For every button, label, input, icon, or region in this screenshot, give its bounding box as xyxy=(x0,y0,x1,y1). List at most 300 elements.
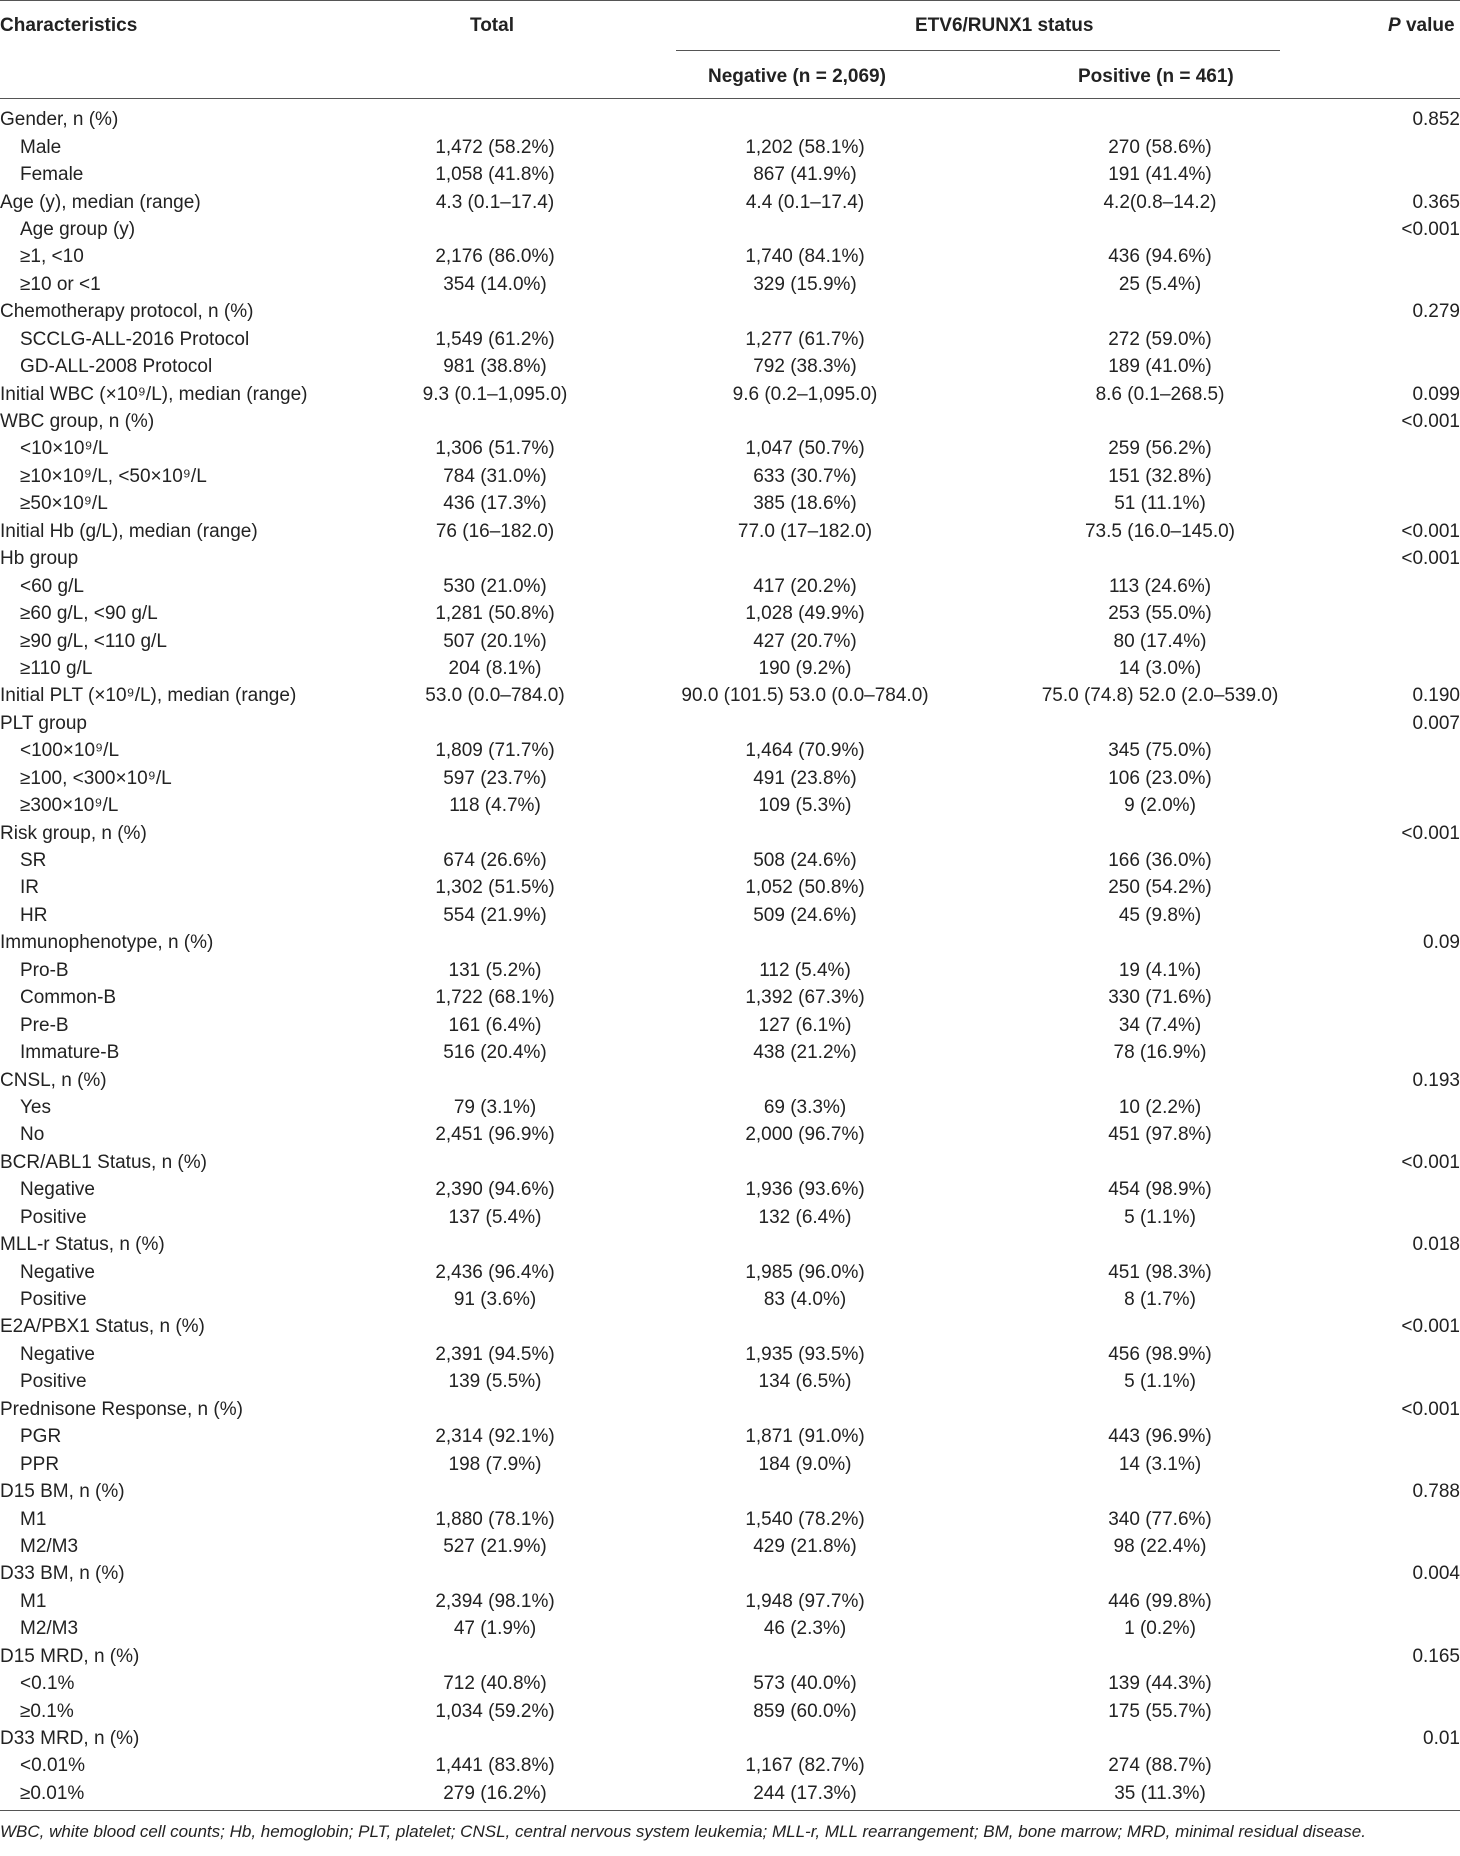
table-row xyxy=(0,1258,1460,1285)
row-label: No xyxy=(20,1124,45,1146)
cell-total: 597 (23.7%) xyxy=(443,767,547,789)
row-label: ≥50×10⁹/L xyxy=(20,493,108,515)
table-row xyxy=(0,737,1460,764)
table-row xyxy=(0,792,1460,819)
cell-p-value xyxy=(1340,1204,1460,1231)
table-row xyxy=(0,1423,1460,1450)
cell-p-value xyxy=(1340,463,1460,490)
row-label: SCCLG-ALL-2016 Protocol xyxy=(20,328,250,350)
cell-total xyxy=(360,298,630,325)
cell-positive: 80 (17.4%) xyxy=(1113,630,1207,652)
cell-positive: 35 (11.3%) xyxy=(1114,1782,1206,1804)
table-row xyxy=(0,188,1460,215)
header-positive: Positive (n = 461) xyxy=(1078,66,1234,87)
row-label: Immature-B xyxy=(20,1042,120,1064)
table-row xyxy=(0,1643,1460,1670)
cell-negative xyxy=(630,408,980,435)
cell-total: 161 (6.4%) xyxy=(448,1014,542,1036)
header-characteristics: Characteristics xyxy=(0,15,138,36)
row-label: <10×10⁹/L xyxy=(20,438,109,460)
table-row xyxy=(0,243,1460,270)
cell-total xyxy=(360,1725,630,1752)
cell-positive xyxy=(980,819,1340,846)
cell-p-value xyxy=(1340,1286,1460,1313)
cell-p-value xyxy=(1340,1121,1460,1148)
row-label: M1 xyxy=(20,1590,47,1612)
cell-positive: 25 (5.4%) xyxy=(1118,273,1202,295)
row-label: MLL-r Status, n (%) xyxy=(0,1234,165,1256)
cell-positive: 139 (44.3%) xyxy=(1108,1673,1212,1695)
cell-negative xyxy=(630,1396,980,1423)
cell-p-value xyxy=(1340,902,1460,929)
row-label: <60 g/L xyxy=(20,575,84,597)
row-label: ≥100, <300×10⁹/L xyxy=(20,767,172,789)
table-row xyxy=(0,1313,1460,1340)
cell-total xyxy=(360,1231,630,1258)
cell-total: 1,549 (61.2%) xyxy=(435,328,555,350)
row-label: D33 MRD, n (%) xyxy=(0,1728,140,1750)
row-label: M1 xyxy=(20,1508,47,1530)
row-label: HR xyxy=(20,904,48,926)
cell-p-value xyxy=(1340,600,1460,627)
row-label: <0.1% xyxy=(20,1673,75,1695)
row-label: Chemotherapy protocol, n (%) xyxy=(0,301,254,323)
row-label: Prednisone Response, n (%) xyxy=(0,1398,243,1420)
cell-negative: 427 (20.7%) xyxy=(753,630,857,652)
cell-total: 2,394 (98.1%) xyxy=(435,1590,555,1612)
cell-total: 527 (21.9%) xyxy=(443,1535,547,1557)
cell-negative: 867 (41.9%) xyxy=(753,164,857,186)
cell-negative xyxy=(630,1149,980,1176)
cell-p-value: 0.788 xyxy=(1412,1481,1460,1503)
table-row xyxy=(0,1780,1460,1807)
table-row xyxy=(0,819,1460,846)
cell-positive: 175 (55.7%) xyxy=(1108,1700,1212,1722)
cell-positive: 51 (11.1%) xyxy=(1114,493,1206,515)
row-label: Negative xyxy=(20,1179,95,1201)
cell-total: 1,472 (58.2%) xyxy=(435,136,555,158)
cell-total: 198 (7.9%) xyxy=(448,1453,542,1475)
cell-total: 354 (14.0%) xyxy=(443,273,547,295)
cell-positive: 5 (1.1%) xyxy=(1124,1206,1196,1228)
cell-total: 1,058 (41.8%) xyxy=(435,164,555,186)
cell-p-value: <0.001 xyxy=(1401,1398,1460,1420)
cell-positive xyxy=(980,1643,1340,1670)
row-label: ≥90 g/L, <110 g/L xyxy=(20,630,167,652)
cell-total: 1,302 (51.5%) xyxy=(435,877,555,899)
table-row xyxy=(0,600,1460,627)
row-label: <100×10⁹/L xyxy=(20,740,120,762)
table-row xyxy=(0,984,1460,1011)
table-row xyxy=(0,1039,1460,1066)
cell-positive: 270 (58.6%) xyxy=(1108,136,1212,158)
cell-p-value xyxy=(1340,1011,1460,1038)
cell-negative xyxy=(630,1725,980,1752)
cell-total: 1,306 (51.7%) xyxy=(435,438,555,460)
cell-total: 784 (31.0%) xyxy=(443,465,547,487)
cell-negative xyxy=(630,1066,980,1093)
cell-positive: 446 (99.8%) xyxy=(1108,1590,1212,1612)
cell-p-value: 0.099 xyxy=(1412,383,1460,405)
cell-total xyxy=(360,1396,630,1423)
cell-negative: 1,047 (50.7%) xyxy=(745,438,865,460)
cell-positive xyxy=(980,1231,1340,1258)
cell-positive: 340 (77.6%) xyxy=(1108,1508,1212,1530)
row-label: WBC group, n (%) xyxy=(0,411,155,433)
cell-p-value xyxy=(1340,1368,1460,1395)
cell-positive: 75.0 (74.8) 52.0 (2.0–539.0) xyxy=(1041,685,1279,707)
row-label: <0.01% xyxy=(20,1755,85,1777)
table-row xyxy=(0,380,1460,407)
cell-negative: 491 (23.8%) xyxy=(753,767,857,789)
table-row xyxy=(0,353,1460,380)
cell-p-value: 0.165 xyxy=(1412,1645,1460,1667)
row-label: E2A/PBX1 Status, n (%) xyxy=(0,1316,205,1338)
header-p-letter: P xyxy=(1388,15,1401,36)
table-row xyxy=(0,1615,1460,1642)
cell-p-value xyxy=(1340,1697,1460,1724)
cell-negative xyxy=(630,1560,980,1587)
cell-positive: 250 (54.2%) xyxy=(1108,877,1212,899)
cell-p-value xyxy=(1340,1780,1460,1807)
cell-p-value: <0.001 xyxy=(1401,822,1460,844)
cell-p-value xyxy=(1340,1176,1460,1203)
row-label: Positive xyxy=(20,1206,87,1228)
table-row xyxy=(0,1752,1460,1779)
cell-total: 2,451 (96.9%) xyxy=(435,1124,555,1146)
cell-p-value xyxy=(1340,243,1460,270)
cell-p-value xyxy=(1340,1094,1460,1121)
cell-p-value: 0.007 xyxy=(1412,712,1460,734)
cell-negative: 69 (3.3%) xyxy=(763,1096,847,1118)
cell-p-value xyxy=(1340,792,1460,819)
cell-negative: 633 (30.7%) xyxy=(753,465,857,487)
cell-positive: 451 (98.3%) xyxy=(1108,1261,1212,1283)
cell-total xyxy=(360,710,630,737)
cell-positive: 9 (2.0%) xyxy=(1124,795,1196,817)
cell-total xyxy=(360,408,630,435)
row-label: ≥110 g/L xyxy=(20,657,93,679)
cell-total: 2,391 (94.5%) xyxy=(435,1343,555,1365)
cell-p-value xyxy=(1340,435,1460,462)
cell-negative: 90.0 (101.5) 53.0 (0.0–784.0) xyxy=(681,685,929,707)
cell-p-value xyxy=(1340,1450,1460,1477)
cell-total xyxy=(360,819,630,846)
table-row xyxy=(0,463,1460,490)
cell-p-value: <0.001 xyxy=(1401,520,1460,542)
cell-total: 131 (5.2%) xyxy=(448,959,542,981)
cell-p-value: 0.279 xyxy=(1412,301,1460,323)
header-group: ETV6/RUNX1 status xyxy=(915,15,1094,36)
cell-negative: 1,540 (78.2%) xyxy=(745,1508,865,1530)
cell-negative: 1,277 (61.7%) xyxy=(745,328,865,350)
table-row xyxy=(0,655,1460,682)
table-row xyxy=(0,326,1460,353)
cell-p-value: <0.001 xyxy=(1401,411,1460,433)
cell-negative: 1,028 (49.9%) xyxy=(745,603,865,625)
cell-negative: 1,871 (91.0%) xyxy=(745,1426,865,1448)
row-label: BCR/ABL1 Status, n (%) xyxy=(0,1151,207,1173)
cell-total xyxy=(360,106,630,133)
cell-p-value xyxy=(1340,326,1460,353)
cell-total: 2,436 (96.4%) xyxy=(435,1261,555,1283)
row-label: Negative xyxy=(20,1343,95,1365)
cell-total: 4.3 (0.1–17.4) xyxy=(435,191,555,213)
cell-p-value xyxy=(1340,984,1460,1011)
table-row xyxy=(0,1368,1460,1395)
table-row xyxy=(0,1697,1460,1724)
cell-positive xyxy=(980,1560,1340,1587)
cell-total xyxy=(360,1643,630,1670)
row-label: Initial Hb (g/L), median (range) xyxy=(0,520,258,542)
cell-positive xyxy=(980,1149,1340,1176)
header-p-value: P value xyxy=(1388,15,1455,36)
cell-total xyxy=(360,1560,630,1587)
table-row xyxy=(0,1725,1460,1752)
cell-negative xyxy=(630,216,980,243)
cell-negative: 509 (24.6%) xyxy=(753,904,857,926)
cell-negative: 429 (21.8%) xyxy=(753,1535,857,1557)
cell-positive: 166 (36.0%) xyxy=(1108,850,1212,872)
row-label: D15 MRD, n (%) xyxy=(0,1645,140,1667)
cell-positive: 259 (56.2%) xyxy=(1108,438,1212,460)
cell-p-value xyxy=(1340,353,1460,380)
table-row xyxy=(0,902,1460,929)
cell-positive: 253 (55.0%) xyxy=(1108,603,1212,625)
cell-total: 436 (17.3%) xyxy=(443,493,547,515)
cell-positive: 5 (1.1%) xyxy=(1124,1371,1196,1393)
cell-p-value xyxy=(1340,572,1460,599)
table-row xyxy=(0,627,1460,654)
cell-p-value xyxy=(1340,1341,1460,1368)
cell-p-value xyxy=(1340,1533,1460,1560)
table-row xyxy=(0,1450,1460,1477)
table-row xyxy=(0,1588,1460,1615)
cell-negative: 2,000 (96.7%) xyxy=(745,1124,865,1146)
cell-positive: 8 (1.7%) xyxy=(1124,1289,1196,1311)
table-row xyxy=(0,1533,1460,1560)
table-row xyxy=(0,1341,1460,1368)
cell-negative: 1,935 (93.5%) xyxy=(745,1343,865,1365)
table-row xyxy=(0,1478,1460,1505)
cell-total: 9.3 (0.1–1,095.0) xyxy=(422,383,568,405)
cell-total: 554 (21.9%) xyxy=(443,904,547,926)
cell-p-value: <0.001 xyxy=(1401,548,1460,570)
table-row xyxy=(0,1505,1460,1532)
cell-negative: 1,985 (96.0%) xyxy=(745,1261,865,1283)
cell-negative: 1,740 (84.1%) xyxy=(745,246,865,268)
cell-total: 516 (20.4%) xyxy=(443,1042,547,1064)
cell-positive: 14 (3.0%) xyxy=(1118,657,1202,679)
cell-positive: 272 (59.0%) xyxy=(1108,328,1212,350)
cell-total: 47 (1.9%) xyxy=(453,1618,537,1640)
table-row xyxy=(0,1121,1460,1148)
cell-negative: 244 (17.3%) xyxy=(753,1782,857,1804)
row-label: Pre-B xyxy=(20,1014,69,1036)
row-label: Negative xyxy=(20,1261,95,1283)
cell-total: 507 (20.1%) xyxy=(443,630,547,652)
cell-total: 91 (3.6%) xyxy=(453,1289,537,1311)
cell-negative xyxy=(630,1231,980,1258)
cell-positive: 106 (23.0%) xyxy=(1108,767,1212,789)
table-row xyxy=(0,216,1460,243)
cell-total xyxy=(360,1478,630,1505)
table-row xyxy=(0,408,1460,435)
cell-positive: 330 (71.6%) xyxy=(1108,987,1212,1009)
table-row xyxy=(0,1066,1460,1093)
cell-total: 279 (16.2%) xyxy=(443,1782,547,1804)
cell-negative xyxy=(630,1643,980,1670)
cell-negative: 109 (5.3%) xyxy=(758,795,852,817)
cell-p-value: 0.365 xyxy=(1412,191,1460,213)
cell-p-value xyxy=(1340,627,1460,654)
header-total: Total xyxy=(470,15,514,36)
cell-negative xyxy=(630,1313,980,1340)
cell-total: 1,281 (50.8%) xyxy=(435,603,555,625)
cell-negative: 132 (6.4%) xyxy=(758,1206,852,1228)
cell-negative: 1,464 (70.9%) xyxy=(745,740,865,762)
cell-p-value xyxy=(1340,161,1460,188)
row-label: Gender, n (%) xyxy=(0,109,119,131)
cell-positive xyxy=(980,929,1340,956)
row-label: PGR xyxy=(20,1426,62,1448)
table-row xyxy=(0,1094,1460,1121)
row-label: Male xyxy=(20,136,62,158)
cell-p-value xyxy=(1340,655,1460,682)
cell-negative: 4.4 (0.1–17.4) xyxy=(745,191,865,213)
cell-negative xyxy=(630,106,980,133)
table-row xyxy=(0,1396,1460,1423)
row-label: PPR xyxy=(20,1453,60,1475)
cell-positive: 274 (88.7%) xyxy=(1108,1755,1212,1777)
cell-positive: 98 (22.4%) xyxy=(1113,1535,1207,1557)
cell-p-value: 0.193 xyxy=(1412,1069,1460,1091)
row-label: Initial PLT (×10⁹/L), median (range) xyxy=(0,685,297,707)
row-label: M2/M3 xyxy=(20,1618,79,1640)
row-label: D33 BM, n (%) xyxy=(0,1563,125,1585)
cell-negative xyxy=(630,1478,980,1505)
table-row xyxy=(0,929,1460,956)
cell-positive xyxy=(980,106,1340,133)
table-row xyxy=(0,1560,1460,1587)
cell-positive: 113 (24.6%) xyxy=(1108,575,1212,597)
cell-positive: 456 (98.9%) xyxy=(1108,1343,1212,1365)
table-footnote: WBC, white blood cell counts; Hb, hemoglobin; PLT, platelet; CNSL, central nervous system leukemia; MLL-r, MLL rearrangement; BM, bone marrow; MRD, minimal residual disease. xyxy=(0,1822,1366,1841)
cell-p-value xyxy=(1340,1039,1460,1066)
cell-negative: 1,392 (67.3%) xyxy=(745,987,865,1009)
row-label: Pro-B xyxy=(20,959,69,981)
cell-negative xyxy=(630,819,980,846)
table-row xyxy=(0,847,1460,874)
cell-total xyxy=(360,216,630,243)
cell-positive xyxy=(980,216,1340,243)
cell-total xyxy=(360,929,630,956)
cell-p-value xyxy=(1340,1752,1460,1779)
cell-positive: 451 (97.8%) xyxy=(1108,1124,1212,1146)
row-label: Age group (y) xyxy=(20,218,136,240)
table-bottom-rule xyxy=(0,1810,1460,1811)
cell-negative: 190 (9.2%) xyxy=(758,657,852,679)
cell-p-value: 0.004 xyxy=(1412,1563,1460,1585)
cell-negative: 329 (15.9%) xyxy=(753,273,857,295)
cell-total: 204 (8.1%) xyxy=(448,657,542,679)
table-row xyxy=(0,957,1460,984)
row-label: ≥0.01% xyxy=(20,1782,85,1804)
table-row xyxy=(0,1231,1460,1258)
cell-negative: 438 (21.2%) xyxy=(753,1042,857,1064)
cell-total: 76 (16–182.0) xyxy=(435,520,555,542)
cell-positive xyxy=(980,298,1340,325)
row-label: Initial WBC (×10⁹/L), median (range) xyxy=(0,383,308,405)
table-row xyxy=(0,161,1460,188)
cell-total: 1,722 (68.1%) xyxy=(435,987,555,1009)
cell-negative: 83 (4.0%) xyxy=(763,1289,847,1311)
row-label: Yes xyxy=(20,1096,51,1118)
cell-p-value xyxy=(1340,1505,1460,1532)
cell-p-value: 0.01 xyxy=(1423,1728,1460,1750)
cell-p-value xyxy=(1340,490,1460,517)
cell-negative xyxy=(630,929,980,956)
cell-positive: 443 (96.9%) xyxy=(1108,1426,1212,1448)
cell-negative: 573 (40.0%) xyxy=(753,1673,857,1695)
cell-positive xyxy=(980,1066,1340,1093)
table-row xyxy=(0,490,1460,517)
cell-total: 674 (26.6%) xyxy=(443,850,547,872)
cell-total: 53.0 (0.0–784.0) xyxy=(425,685,565,707)
data-table xyxy=(0,106,1460,1807)
row-label: SR xyxy=(20,850,47,872)
cell-positive: 78 (16.9%) xyxy=(1113,1042,1207,1064)
row-label: ≥60 g/L, <90 g/L xyxy=(20,603,158,625)
table-row xyxy=(0,1286,1460,1313)
cell-p-value: <0.001 xyxy=(1401,1151,1460,1173)
cell-positive xyxy=(980,408,1340,435)
cell-total: 530 (21.0%) xyxy=(443,575,547,597)
cell-p-value xyxy=(1340,874,1460,901)
cell-total xyxy=(360,1066,630,1093)
cell-total: 118 (4.7%) xyxy=(449,795,541,817)
cell-positive xyxy=(980,710,1340,737)
row-label: ≥10 or <1 xyxy=(20,273,101,295)
table-row xyxy=(0,874,1460,901)
cell-negative: 1,052 (50.8%) xyxy=(745,877,865,899)
cell-total: 1,880 (78.1%) xyxy=(435,1508,555,1530)
table-row xyxy=(0,1149,1460,1176)
cell-total: 1,034 (59.2%) xyxy=(435,1700,555,1722)
header-negative: Negative (n = 2,069) xyxy=(708,66,886,87)
row-label: Age (y), median (range) xyxy=(0,191,201,213)
row-label: ≥10×10⁹/L, <50×10⁹/L xyxy=(20,465,207,487)
cell-positive: 19 (4.1%) xyxy=(1118,959,1202,981)
cell-negative: 859 (60.0%) xyxy=(753,1700,857,1722)
table-row xyxy=(0,1176,1460,1203)
cell-positive xyxy=(980,1313,1340,1340)
cell-p-value: 0.018 xyxy=(1412,1234,1460,1256)
cell-positive: 1 (0.2%) xyxy=(1124,1618,1196,1640)
row-label: D15 BM, n (%) xyxy=(0,1481,125,1503)
cell-negative: 1,167 (82.7%) xyxy=(745,1755,865,1777)
row-label: CNSL, n (%) xyxy=(0,1069,107,1091)
header-top-rule xyxy=(0,0,1460,1)
cell-negative: 112 (5.4%) xyxy=(759,959,851,981)
cell-p-value xyxy=(1340,1670,1460,1697)
cell-positive: 151 (32.8%) xyxy=(1108,465,1212,487)
cell-negative: 134 (6.5%) xyxy=(758,1371,852,1393)
cell-p-value: 0.09 xyxy=(1423,932,1460,954)
table-row xyxy=(0,518,1460,545)
cell-p-value: 0.852 xyxy=(1412,109,1460,131)
row-label: PLT group xyxy=(0,712,87,734)
